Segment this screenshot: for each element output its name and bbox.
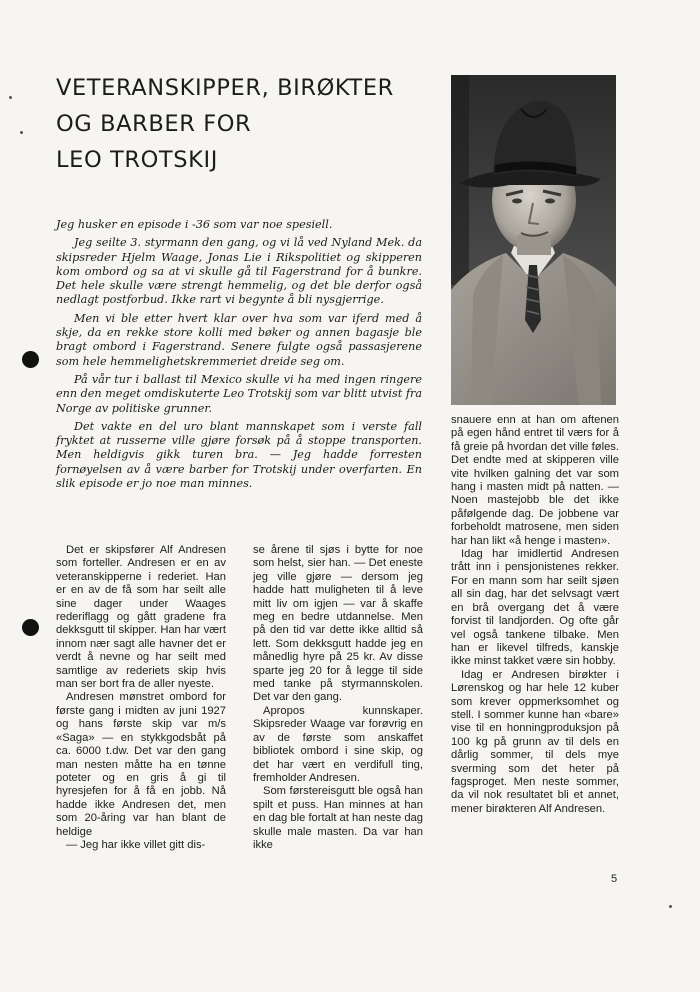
- paper-speck: [669, 905, 672, 908]
- intro-paragraph: Men vi ble etter hvert klar over hva som var iferd med å skje, da en rekke store kolli med bøker og annen bagasje ble bragt ombord i Fagerstrand. Senere fulgte også passasjerene som hele hemmelighetskremmeriet dreide seg om.: [56, 311, 422, 368]
- title-line: VETERANSKIPPER, BIRØKTER: [56, 75, 394, 101]
- body-column-2: [253, 544, 423, 852]
- title-line: LEO TROTSKIJ: [56, 147, 218, 173]
- title-line: OG BARBER FOR: [56, 111, 252, 137]
- body-paragraph: snauere enn at han om aftenen på egen hånd entret til værs for å få greie på hvordan det ville føles. Det endte med at skipperen ville vite hvilken galning det var som hang i masten midt på natten. — Noen mastejobb ble det ikke påfølgende dag. De jobbene var forbeholdt matrosene, men siden har han likt «å henge i masten».: [451, 414, 619, 547]
- body-column-1: [56, 544, 226, 852]
- paper-speck: [20, 131, 23, 134]
- paper-speck: [9, 96, 12, 99]
- body-column-3: [451, 414, 619, 816]
- body-paragraph: — Jeg har ikke villet gitt dis-: [66, 838, 206, 851]
- body-paragraph: Idag har imidlertid Andresen trått inn i pensjonistenes rekker. For en mann som har seilt sjøen all sin dag, har det selvsagt vært en brå overgang det å være forvist til landjorden. Og ofte går vel også tankene tilbake. Men han er likevel tilfreds, kanskje ikke minst takket være sin hobby.: [451, 548, 619, 668]
- body-paragraph: Det er skipsfører Alf Andresen som forteller. Andresen er en av veteranskipperne i rederiet. Han er en av de få som har seilt alle sine dager under Waages rederiflagg og gått gradene fra dekksgutt til skipper. Han har vært innom nær sagt alle havner det er verdt å nevne og har seilt med samtlige av rederiets skip hvis man ser bort fra de aller nyeste.: [56, 544, 226, 691]
- body-paragraph: Idag er Andresen birøkter i Lørenskog og har hele 12 kuber som krever oppmerksomhet og stell. I sommer kunne han «bare» vise til en honningproduksjon på 100 kg på grunn av til dels en dårlig sommer, til dels mye sverming som det heter på fagsproget. Men neste sommer, da vil nok resultatet bli et annet, mener birøkteren Alf Andresen.: [451, 668, 619, 815]
- punch-hole: [22, 619, 39, 636]
- portrait-illustration: [451, 75, 616, 405]
- intro-paragraph: Jeg seilte 3. styrmann den gang, og vi lå ved Nyland Mek. da skipsreder Hjelm Waage, Jonas Lie i Rikspolitiet og skipperen kom ombord og sa at vi skulle gå til Fagerstrand for å bunkre. Det hele skulle være strengt hemmelig, og det ble derfor også nedlagt postforbud. Ikke rart vi begynte å bli nysgjerrige.: [56, 236, 422, 307]
- intro-paragraph: På vår tur i ballast til Mexico skulle vi ha med ingen ringere enn den meget omdiskuterte Leo Trotskij som var blitt utvist fra Norge av politiske grunner.: [56, 372, 422, 415]
- body-paragraph: Som førstereisgutt ble også han spilt et puss. Han minnes at han en dag ble fortalt at han neste dag skulle male masten. Da var han ikke: [253, 785, 423, 851]
- punch-hole: [22, 351, 39, 368]
- body-paragraph: Apropos kunnskaper. Skipsreder Waage var forøvrig en av de første som anskaffet bibliotek ombord i sine skip, og det har vært en verdifull ting, fremholder Andresen.: [253, 704, 423, 784]
- intro-paragraph: Det vakte en del uro blant mannskapet som i verste fall fryktet at russerne ville gjøre forsøk på å stoppe transporten. Men heldigvis gikk turen bra. — Jeg hadde forresten fornøyelsen av å være barber for Trotskij under overfarten. En slik episode er jo noe man minnes.: [56, 419, 422, 491]
- body-paragraph: se årene til sjøs i bytte for noe som helst, sier han. — Det eneste jeg ville gjøre — dersom jeg hadde hatt muligheten til å leve mitt liv om igjen — var å skaffe meg en bedre utdannelse. Men på den tid var dette ikke alltid så lett. Som dekksgutt hadde jeg en månedlig hyre på 25 kr. Av disse sparte jeg 20 for å legge til side med tanke på styrmannskolen. Det var den gang.: [253, 544, 423, 704]
- portrait-photo: [451, 75, 616, 405]
- intro-paragraph: Jeg husker en episode i -36 som var noe spesiell.: [56, 218, 333, 231]
- page-number: 5: [611, 873, 618, 885]
- body-paragraph: Andresen mønstret ombord for første gang i midten av juni 1927 og hans første skip var m/s «Saga» — en stykkgodsbåt på ca. 6000 t.dw. Det var den gang man nesten måtte ha en tønne poteter og en gris å gi til hyresjefen for å få en jobb. Nå hadde ikke Andresen det, men som 20-åring var han blant de heldige: [56, 691, 226, 838]
- article-intro: [56, 218, 422, 495]
- article-title: [56, 70, 436, 178]
